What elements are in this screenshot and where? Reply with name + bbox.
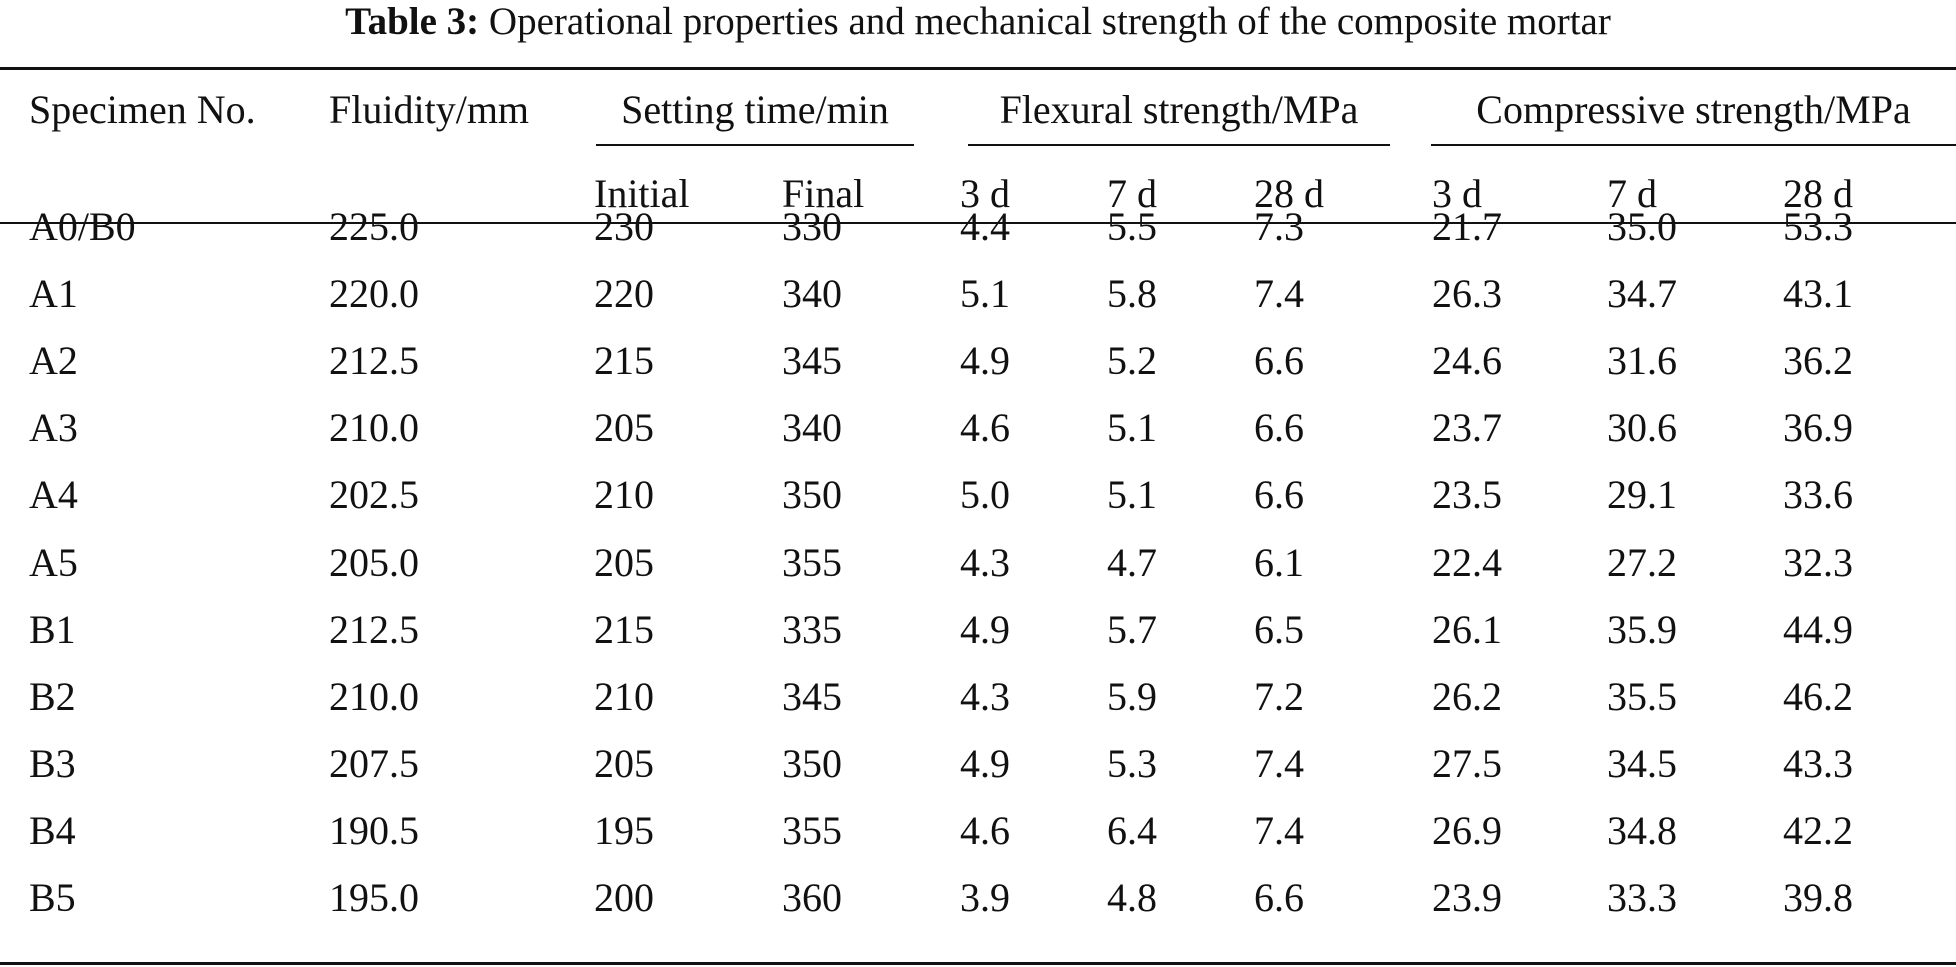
table-cell: 7.3 bbox=[1254, 204, 1304, 249]
top-rule bbox=[0, 67, 1956, 70]
header-specimen: Specimen No. bbox=[29, 87, 256, 132]
table-cell: 34.5 bbox=[1607, 741, 1677, 786]
specimen-cell: B1 bbox=[29, 607, 76, 652]
subheader-7: 28 d bbox=[1783, 171, 1853, 216]
table-cell: 4.7 bbox=[1107, 540, 1157, 585]
table-cell: 4.9 bbox=[960, 338, 1010, 383]
table-cell: 205.0 bbox=[329, 540, 419, 585]
table-cell: 210 bbox=[594, 472, 654, 517]
bottom-rule bbox=[0, 962, 1956, 965]
table-cell: 35.5 bbox=[1607, 674, 1677, 719]
table-cell: 26.1 bbox=[1432, 607, 1502, 652]
table-cell: 195.0 bbox=[329, 875, 419, 920]
table-cell: 220 bbox=[594, 271, 654, 316]
table-cell: 4.6 bbox=[960, 405, 1010, 450]
table-cell: 26.9 bbox=[1432, 808, 1502, 853]
table-cell: 23.9 bbox=[1432, 875, 1502, 920]
table-cell: 27.2 bbox=[1607, 540, 1677, 585]
setting-time-span-rule bbox=[596, 144, 914, 146]
table-cell: 34.8 bbox=[1607, 808, 1677, 853]
table-cell: 7.4 bbox=[1254, 741, 1304, 786]
table-caption-label: Table 3: bbox=[345, 0, 480, 43]
table-cell: 24.6 bbox=[1432, 338, 1502, 383]
table-cell: 210 bbox=[594, 674, 654, 719]
table-cell: 53.3 bbox=[1783, 204, 1853, 249]
table-cell: 7.2 bbox=[1254, 674, 1304, 719]
table-cell: 5.1 bbox=[1107, 405, 1157, 450]
table-cell: 35.0 bbox=[1607, 204, 1677, 249]
table-cell: 5.1 bbox=[960, 271, 1010, 316]
subheader-0: Initial bbox=[594, 171, 690, 216]
specimen-cell: A2 bbox=[29, 338, 78, 383]
table-cell: 202.5 bbox=[329, 472, 419, 517]
table-cell: 5.0 bbox=[960, 472, 1010, 517]
table-cell: 23.5 bbox=[1432, 472, 1502, 517]
table-cell: 355 bbox=[782, 808, 842, 853]
table-cell: 195 bbox=[594, 808, 654, 853]
table-caption bbox=[0, 0, 1956, 58]
subheader-5: 3 d bbox=[1432, 171, 1482, 216]
specimen-cell: A3 bbox=[29, 405, 78, 450]
subheader-1: Final bbox=[782, 171, 865, 216]
table-cell: 34.7 bbox=[1607, 271, 1677, 316]
table-cell: 6.4 bbox=[1107, 808, 1157, 853]
table-cell: 355 bbox=[782, 540, 842, 585]
table-cell: 5.2 bbox=[1107, 338, 1157, 383]
specimen-cell: B2 bbox=[29, 674, 76, 719]
header-fluidity: Fluidity/mm bbox=[329, 87, 530, 132]
table-cell: 4.4 bbox=[960, 204, 1010, 249]
table-cell: 36.2 bbox=[1783, 338, 1853, 383]
table-cell: 6.6 bbox=[1254, 472, 1304, 517]
specimen-cell: A1 bbox=[29, 271, 78, 316]
table-cell: 6.6 bbox=[1254, 405, 1304, 450]
table-cell: 4.6 bbox=[960, 808, 1010, 853]
table-cell: 6.6 bbox=[1254, 338, 1304, 383]
table-cell: 6.5 bbox=[1254, 607, 1304, 652]
table-cell: 5.1 bbox=[1107, 472, 1157, 517]
subheader-2: 3 d bbox=[960, 171, 1010, 216]
table-cell: 215 bbox=[594, 338, 654, 383]
table-cell: 33.3 bbox=[1607, 875, 1677, 920]
table-cell: 26.3 bbox=[1432, 271, 1502, 316]
subheader-4: 28 d bbox=[1254, 171, 1324, 216]
subheader-3: 7 d bbox=[1107, 171, 1157, 216]
table-cell: 225.0 bbox=[329, 204, 419, 249]
table-cell: 26.2 bbox=[1432, 674, 1502, 719]
table-cell: 32.3 bbox=[1783, 540, 1853, 585]
table-cell: 210.0 bbox=[329, 405, 419, 450]
table-caption-text: Operational properties and mechanical strength of the composite mortar bbox=[488, 0, 1611, 43]
table-cell: 23.7 bbox=[1432, 405, 1502, 450]
specimen-cell: A0/B0 bbox=[29, 204, 136, 249]
header-flexural-strength: Flexural strength/MPa bbox=[999, 87, 1359, 132]
table-cell: 207.5 bbox=[329, 741, 419, 786]
table-cell: 29.1 bbox=[1607, 472, 1677, 517]
table-cell: 340 bbox=[782, 271, 842, 316]
table-cell: 42.2 bbox=[1783, 808, 1853, 853]
table-cell: 345 bbox=[782, 338, 842, 383]
table-cell: 5.5 bbox=[1107, 204, 1157, 249]
table-cell: 6.1 bbox=[1254, 540, 1304, 585]
table-cell: 220.0 bbox=[329, 271, 419, 316]
table-cell: 6.6 bbox=[1254, 875, 1304, 920]
subheader-6: 7 d bbox=[1607, 171, 1657, 216]
table-cell: 30.6 bbox=[1607, 405, 1677, 450]
table-cell: 212.5 bbox=[329, 338, 419, 383]
table-cell: 39.8 bbox=[1783, 875, 1853, 920]
table-cell: 31.6 bbox=[1607, 338, 1677, 383]
header-compressive-strength: Compressive strength/MPa bbox=[1476, 87, 1911, 132]
table-cell: 36.9 bbox=[1783, 405, 1853, 450]
table-cell: 4.3 bbox=[960, 540, 1010, 585]
table-cell: 33.6 bbox=[1783, 472, 1853, 517]
compressive-span-rule bbox=[1431, 144, 1956, 146]
table-cell: 212.5 bbox=[329, 607, 419, 652]
table-cell: 43.3 bbox=[1783, 741, 1853, 786]
table-cell: 4.9 bbox=[960, 607, 1010, 652]
table-cell: 350 bbox=[782, 741, 842, 786]
table-cell: 35.9 bbox=[1607, 607, 1677, 652]
table-cell: 4.3 bbox=[960, 674, 1010, 719]
table-cell: 215 bbox=[594, 607, 654, 652]
table-cell: 345 bbox=[782, 674, 842, 719]
table-cell: 44.9 bbox=[1783, 607, 1853, 652]
table-cell: 205 bbox=[594, 405, 654, 450]
table-cell: 22.4 bbox=[1432, 540, 1502, 585]
table-cell: 4.8 bbox=[1107, 875, 1157, 920]
table-cell: 46.2 bbox=[1783, 674, 1853, 719]
table-cell: 190.5 bbox=[329, 808, 419, 853]
table-cell: 210.0 bbox=[329, 674, 419, 719]
specimen-cell: B3 bbox=[29, 741, 76, 786]
specimen-cell: B5 bbox=[29, 875, 76, 920]
table-cell: 5.9 bbox=[1107, 674, 1157, 719]
flexural-span-rule bbox=[968, 144, 1390, 146]
specimen-cell: A4 bbox=[29, 472, 78, 517]
table-cell: 5.8 bbox=[1107, 271, 1157, 316]
table-cell: 5.3 bbox=[1107, 741, 1157, 786]
specimen-cell: B4 bbox=[29, 808, 76, 853]
table-cell: 7.4 bbox=[1254, 271, 1304, 316]
header-setting-time: Setting time/min bbox=[621, 87, 889, 132]
table-cell: 3.9 bbox=[960, 875, 1010, 920]
table-cell: 205 bbox=[594, 540, 654, 585]
table-cell: 27.5 bbox=[1432, 741, 1502, 786]
table-cell: 200 bbox=[594, 875, 654, 920]
table-cell: 360 bbox=[782, 875, 842, 920]
table-cell: 21.7 bbox=[1432, 204, 1502, 249]
table-cell: 43.1 bbox=[1783, 271, 1853, 316]
table-cell: 7.4 bbox=[1254, 808, 1304, 853]
table-cell: 330 bbox=[782, 204, 842, 249]
specimen-cell: A5 bbox=[29, 540, 78, 585]
table-cell: 205 bbox=[594, 741, 654, 786]
table-cell: 335 bbox=[782, 607, 842, 652]
table-cell: 5.7 bbox=[1107, 607, 1157, 652]
table-cell: 340 bbox=[782, 405, 842, 450]
table-cell: 350 bbox=[782, 472, 842, 517]
table-cell: 4.9 bbox=[960, 741, 1010, 786]
table-cell: 230 bbox=[594, 204, 654, 249]
